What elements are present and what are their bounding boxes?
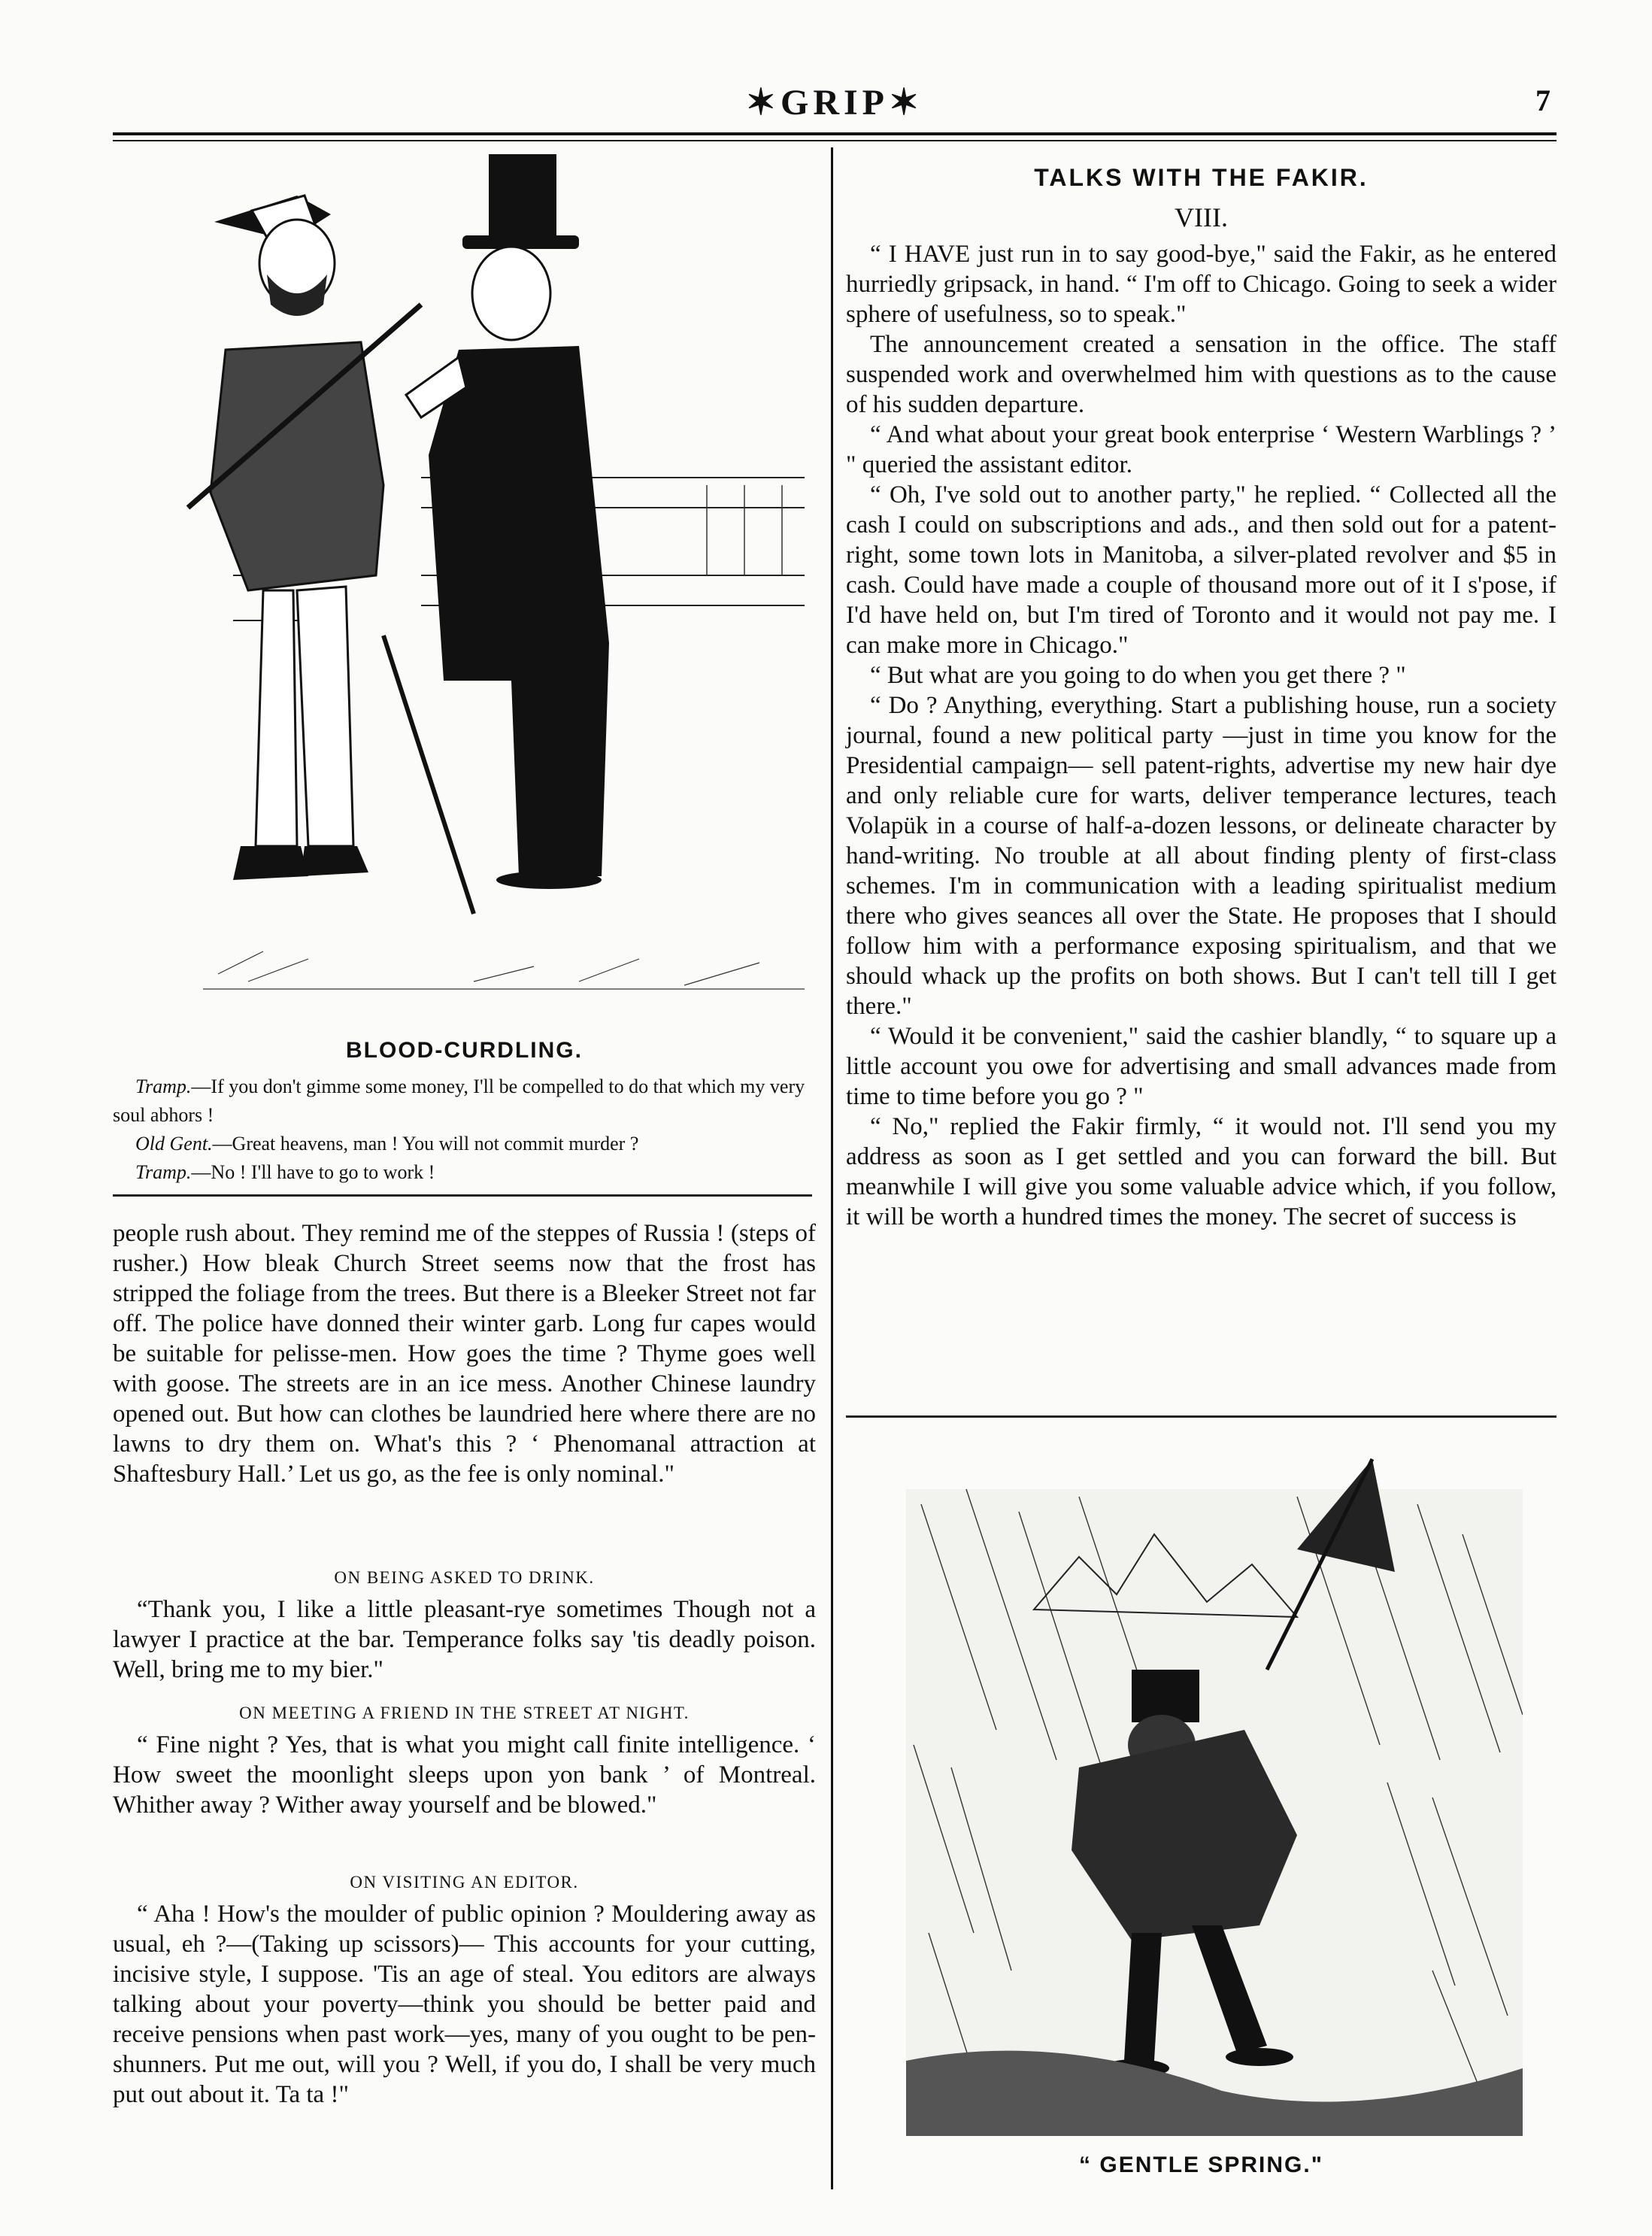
cartoon1-dialog (113, 1072, 816, 1187)
header-rule (113, 132, 1557, 135)
old-gentleman-figure (383, 154, 609, 914)
article-number: VIII. (1175, 202, 1228, 232)
section-rule (113, 1194, 812, 1197)
dialog-speaker: Tramp. (135, 1076, 192, 1097)
dialog-text: —Great heavens, man ! You will not commit murder ? (212, 1133, 639, 1154)
dialog-line (113, 1130, 816, 1158)
paragraph: people rush about. They remind me of the steppes of Russia ! (steps of rusher.) How bleak Church Street seems now that the frost has stripped the foliage from the trees. But there is a Bleeker Street not far off. The police have donned their winter garb. Long fur capes would be suitable for pelisse-men. How goes the time ? Thyme goes well with goose. The streets are in an ice mess. Another Chinese laundry opened out. But how can clothes be laundried here where there are no lawns to dry them on. What's this ? ‘ Phenomanal attraction at Shaftesbury Hall.’ Let us go, as the fee is only nominal." (113, 1220, 816, 1488)
dialog-speaker: Tramp. (135, 1161, 192, 1183)
paragraph: “ But what are you going to do when you get there ? " (870, 662, 1406, 689)
left-text-p4 (113, 1899, 816, 2110)
paragraph: “ Aha ! How's the moulder of public opinion ? Mouldering away as usual, eh ?—(Taking up scissors)— This accounts for your cutting, incisive style, I suppose. 'Tis an age of steal. You editors are always talking about your poverty—think you should be better paid and receive pensions when past work—yes, many of you ought to be pen-shunners. Put me out, will you ? Well, if you do, I shall be very much put out about it. Ta ta !" (113, 1901, 816, 2108)
storm-illustration (906, 1444, 1523, 2136)
paragraph: “ I HAVE just run in to say good-bye," said the Fakir, as he entered hurriedly gripsack, in hand. “ I'm off to Chicago. Going to seek a wider sphere of usefulness, so to speak." (846, 241, 1557, 328)
subhead-night: ON MEETING A FRIEND IN THE STREET AT NIGHT. (239, 1704, 690, 1722)
cartoon-illustration (158, 154, 820, 1034)
dialog-text: —No ! I'll have to go to work ! (191, 1161, 435, 1183)
paragraph: “ Oh, I've sold out to another party," he replied. “ Collected all the cash I could on subscriptions and ads., and then sold out for a patent-right, some town lots in Manitoba, a silver-plated revolver and $5 in cash. Could have made a couple of thousand more out of it I s'pose, if I'd have held on, but I'm tired of Toronto and it would not pay me. I can make more in Chicago." (846, 481, 1557, 659)
dialog-line (113, 1158, 816, 1187)
paragraph: “ And what about your great book enterprise ‘ Western Warblings ? ’ " queried the assistant editor. (846, 421, 1557, 478)
paragraph: “ Do ? Anything, everything. Start a publishing house, run a society journal, found a new political party —just in time you know for the Presidential campaign— sell patent-rights, advertise my new hair dye and only reliable cure for warts, deliver temperance lectures, teach Volapük in a course of half-a-dozen lessons, or delineate character by hand-writing. No trouble at all about finding plenty of first-class schemes. I'm in communication with a leading spiritualist medium there who gives seances all over the State. He proposes that I should follow him with a performance exposing spiritualism, and that we should whack up the profits on both shows. But I can't tell till I get there." (846, 692, 1557, 1020)
paragraph: “ Fine night ? Yes, that is what you might call finite intelligence. ‘ How sweet the moonlight sleeps upon yon bank ’ of Montreal. Whither away ? Wither away yourself and be blowed." (113, 1731, 816, 1819)
paragraph: The announcement created a sensation in the office. The staff suspended work and overwhelmed him with questions as to the cause of his sudden departure. (846, 331, 1557, 418)
subhead-drink: ON BEING ASKED TO DRINK. (334, 1568, 595, 1587)
tramp-figure (188, 196, 421, 880)
section-rule (846, 1415, 1557, 1418)
paragraph: “Thank you, I like a little pleasant-rye sometimes Though not a lawyer I practice at the bar. Temperance folks say 'tis deadly poison. Well, bring me to my bier." (113, 1596, 816, 1683)
article-title: TALKS WITH THE FAKIR. (1034, 164, 1369, 191)
masthead-title: ✶GRIP✶ (745, 83, 924, 123)
masthead (113, 75, 1557, 123)
column-divider (831, 147, 833, 2189)
cartoon-gentle-spring (906, 1444, 1523, 2136)
dialog-speaker: Old Gent. (135, 1133, 213, 1154)
ground-hatching (203, 951, 805, 989)
paragraph: “ No," replied the Fakir firmly, “ it would not. I'll send you my address as soon as I get settled and you can forward the bill. But meanwhile I will give you some valuable advice which, if you follow, it will be worth a hundred times the money. The secret of success is (846, 1113, 1557, 1230)
cartoon1-title: BLOOD-CURDLING. (346, 1038, 583, 1063)
dialog-text: —If you don't gimme some money, I'll be compelled to do that which my very soul abhors ! (113, 1076, 805, 1126)
cartoon-blood-curdling (158, 154, 820, 1034)
cartoon2-caption: “ GENTLE SPRING." (1079, 2153, 1323, 2177)
subhead-editor: ON VISITING AN EDITOR. (350, 1873, 579, 1892)
left-text-p3 (113, 1730, 816, 1820)
article-body (846, 239, 1557, 1232)
left-text-p2 (113, 1594, 816, 1685)
paragraph: “ Would it be convenient," said the cashier blandly, “ to square up a little account you owe for advertising and small advances made from time to time before you go ? " (846, 1023, 1557, 1110)
header-rule-thin (113, 140, 1557, 141)
page-number: 7 (1535, 83, 1550, 117)
dialog-line (113, 1072, 816, 1130)
left-text-p1 (113, 1218, 816, 1489)
